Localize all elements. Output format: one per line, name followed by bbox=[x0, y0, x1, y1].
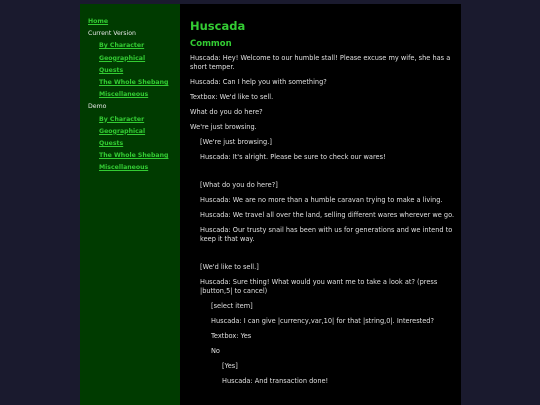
page-title: Huscada bbox=[190, 19, 246, 33]
nav-demo-geographical-link[interactable]: Geographical bbox=[99, 127, 146, 135]
dialogue-branch: [We're just browsing.] bbox=[200, 138, 272, 146]
dialogue-branch: [What do you do here?] bbox=[200, 181, 278, 189]
dialogue-branch: [select item] bbox=[211, 302, 253, 310]
nav-demo-whole-shebang-link[interactable]: The Whole Shebang bbox=[99, 152, 169, 160]
dialogue-line: Textbox: We'd like to sell. bbox=[190, 93, 274, 101]
nav-current-quests-link[interactable]: Quests bbox=[99, 66, 124, 74]
dialogue-option: No bbox=[211, 347, 220, 355]
page-frame bbox=[80, 4, 461, 405]
dialogue-option: What do you do here? bbox=[190, 108, 263, 116]
nav-current-geographical-link[interactable]: Geographical bbox=[99, 54, 146, 62]
nav-current-miscellaneous-link[interactable]: Miscellaneous bbox=[99, 91, 149, 99]
dialogue-line: Huscada: And transaction done! bbox=[222, 377, 329, 385]
dialogue-option: Textbox: Yes bbox=[211, 332, 252, 340]
section-heading: Common bbox=[190, 39, 232, 49]
dialogue-line: Huscada: I can give |currency,var,10| for that |string,0|. Interested? bbox=[211, 317, 434, 325]
main-content bbox=[180, 4, 461, 405]
nav-demo-miscellaneous-link[interactable]: Miscellaneous bbox=[99, 164, 149, 172]
dialogue-option: We're just browsing. bbox=[190, 123, 257, 131]
nav-demo-quests-link[interactable]: Quests bbox=[99, 139, 124, 147]
nav-home-link[interactable]: Home bbox=[88, 18, 109, 25]
dialogue-branch: [Yes] bbox=[222, 362, 238, 370]
nav-demo-by-character-link[interactable]: By Character bbox=[99, 115, 145, 123]
sidebar bbox=[80, 4, 180, 405]
dialogue-branch: [We'd like to sell.] bbox=[200, 263, 259, 271]
dialogue-line: Huscada: Hey! Welcome to our humble stall! Please excuse my wife, she has a short temper. bbox=[190, 54, 451, 71]
nav-demo-label: Demo bbox=[88, 103, 107, 111]
nav-current-by-character-link[interactable]: By Character bbox=[99, 42, 145, 50]
dialogue-line: Huscada: Can I help you with something? bbox=[190, 78, 327, 86]
dialogue-line: Huscada: We are no more than a humble caravan trying to make a living. bbox=[200, 196, 443, 204]
dialogue-line: Huscada: Our trusty snail has been with us for generations and we intend to keep it that way. bbox=[200, 226, 453, 243]
dialogue-line: Huscada: It's alright. Please be sure to check our wares! bbox=[200, 153, 386, 161]
dialogue-line: Huscada: We travel all over the land, selling different wares wherever we go. bbox=[200, 211, 455, 219]
dialogue-line: Huscada: Sure thing! What would you want me to take a look at? (press |button,5| to cancel) bbox=[200, 278, 438, 295]
nav-current-version-label: Current Version bbox=[88, 30, 136, 38]
nav-current-whole-shebang-link[interactable]: The Whole Shebang bbox=[99, 78, 169, 86]
